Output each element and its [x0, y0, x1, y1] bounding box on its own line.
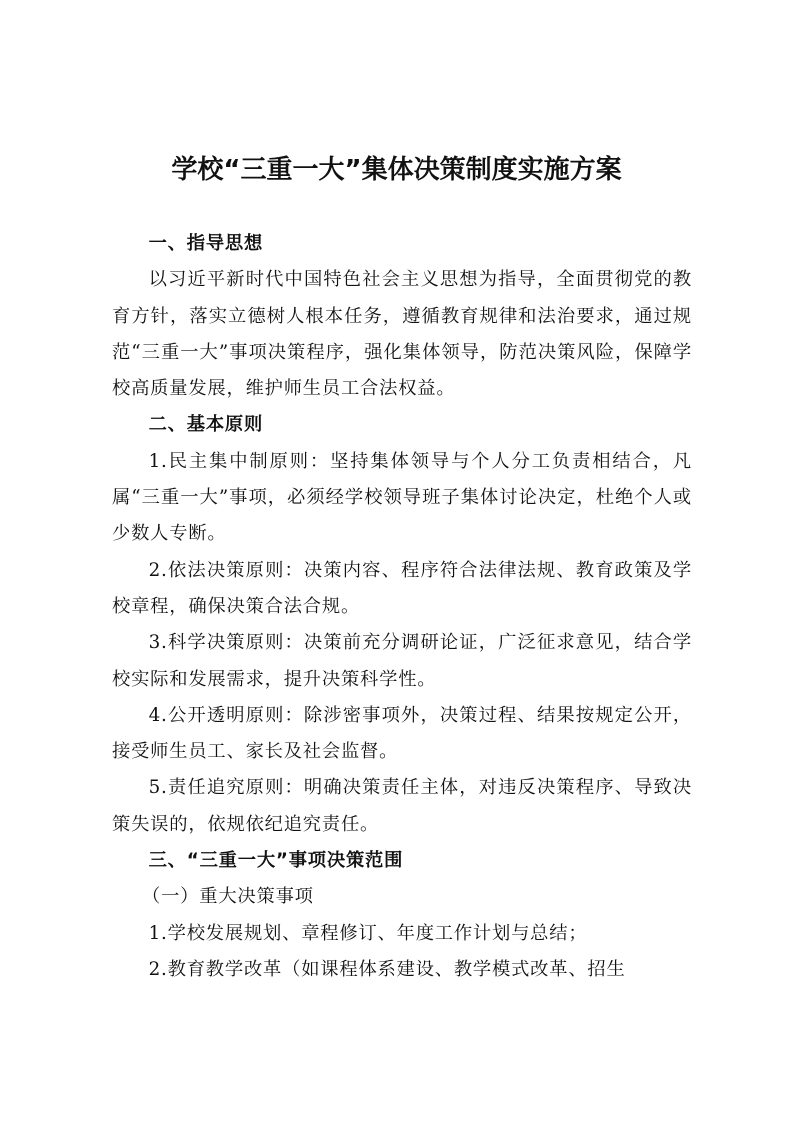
section-heading-basic-principles: 二、基本原则 — [148, 414, 264, 436]
paragraph: 以习近平新时代中国特色社会主义思想为指导，全面贯彻党的教育方针，落实立德树人根本任务，遵循教育规律和法治要求，通过规范“三重一大”事项决策程序，强化集体领导，防范决策风险，保障学校高质量发展，维护师生员工合法权益。 — [112, 269, 692, 400]
scope-item: 2.教育教学改革（如课程体系建设、教学模式改革、招生 — [148, 958, 626, 980]
principle-item: 2.依法决策原则：决策内容、程序符合法律法规、教育政策及学校章程，确保决策合法合规。 — [112, 559, 692, 617]
principle-item: 3.科学决策原则：决策前充分调研论证，广泛征求意见，结合学校实际和发展需求，提升决策科学性。 — [112, 632, 692, 690]
principle-item: 1.民主集中制原则：坚持集体领导与个人分工负责相结合，凡属“三重一大”事项，必须经学校领导班子集体讨论决定，杜绝个人或少数人专断。 — [112, 450, 692, 545]
scope-item: 1.学校发展规划、章程修订、年度工作计划与总结； — [148, 922, 588, 944]
subsection-heading-major-decisions: （一）重大决策事项 — [142, 886, 314, 908]
document-title: 学校“三重一大”集体决策制度实施方案 — [171, 155, 622, 185]
section-heading-decision-scope: 三、“三重一大”事项决策范围 — [148, 850, 404, 872]
section-heading-guiding-ideology: 一、指导思想 — [148, 233, 264, 254]
principle-item: 4.公开透明原则：除涉密事项外，决策过程、结果按规定公开，接受师生员工、家长及社会监督。 — [112, 704, 692, 763]
principle-item: 5.责任追究原则：明确决策责任主体，对违反决策程序、导致决策失误的，依规依纪追究责任。 — [112, 777, 692, 835]
document-body — [112, 226, 692, 988]
